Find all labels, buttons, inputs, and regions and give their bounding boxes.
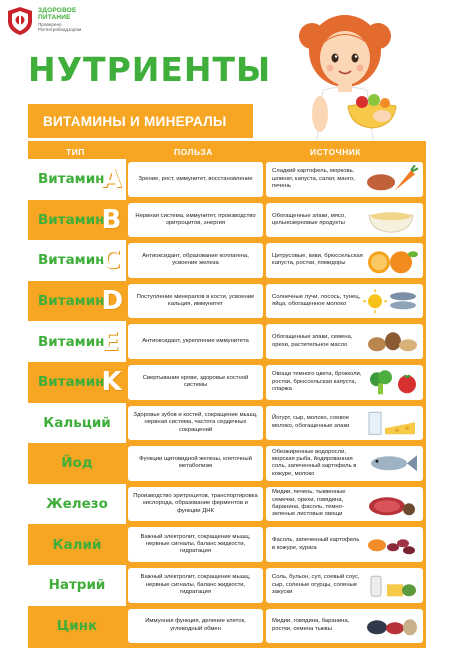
vitamin-letter: D: [101, 286, 124, 317]
cereal-bowl-icon: [363, 205, 419, 236]
mussels-icon: [363, 611, 419, 642]
source-cell: [266, 487, 423, 522]
brand-line2: ПИТАНИЕ: [38, 13, 71, 21]
section-subtitle: [28, 104, 253, 138]
sun-fish-icon: [363, 286, 419, 317]
citrus-icon: [363, 245, 419, 276]
benefit-cell: [128, 365, 263, 400]
nutrient-type: [28, 281, 126, 322]
brand-block: [38, 8, 81, 32]
subtitle-text: ВИТАМИНЫ И МИНЕРАЛЫ: [43, 113, 227, 129]
vitamin-letter: B: [101, 204, 122, 235]
source-text: Соль, бульон, суп, соевый соус, сыр, соленые огурцы, соленые закуски: [272, 574, 360, 595]
table-row: [28, 606, 426, 647]
source-cell: [266, 203, 423, 238]
source-cell: [266, 365, 423, 400]
girl-illustration: [290, 6, 410, 148]
source-text: Обогащенные злаки, семена, орехи, растительное масло: [272, 334, 353, 348]
nutrient-name: Витамин: [38, 211, 105, 228]
benefit-cell: [128, 527, 263, 562]
source-text: Мидии, говядина, баранина, ростки, семена тыквы: [272, 618, 350, 632]
fish-icon: [363, 448, 419, 479]
source-text: Солнечные лучи, лосось, тунец, яйца, обогащенное молоко: [272, 293, 361, 308]
benefit-cell: [128, 487, 263, 522]
source-cell: [266, 446, 423, 481]
source-cell: [266, 284, 423, 319]
nutrient-type: [28, 403, 126, 444]
beans-icon: [363, 529, 419, 560]
nutrient-type: [28, 362, 126, 403]
vitamin-letter: A: [101, 164, 122, 195]
column-header-source: ИСТОЧНИК: [310, 147, 362, 157]
page-title: НУТРИЕНТЫ: [28, 50, 272, 89]
salt-icon: [363, 570, 419, 601]
table-row: [28, 240, 426, 281]
benefit-text: Поступление минералов в кости, усвоение кальция, иммунитет: [136, 293, 255, 308]
nutrient-type: [28, 565, 126, 606]
vitamin-letter: C: [101, 245, 121, 276]
source-text: Сладкий картофель, морковь, шпинат, капуста, салат, манго, печень: [272, 168, 355, 189]
nutrient-name: Цинк: [56, 617, 98, 634]
nutrient-type: [28, 159, 126, 200]
benefit-text: Производство эритроцитов, транспортировка кислорода, образование ферментов и функции ДНК: [133, 492, 258, 514]
carrot-sweet-potato-icon: [363, 164, 419, 195]
benefit-text: Здоровье зубов и костей, сокращение мышц, нервная система, частота сердечных сокращений: [133, 411, 258, 433]
benefit-text: Важный электролит, сокращение мышц, нервные сигналы, баланс жидкости, гидратация: [140, 574, 251, 595]
nutrient-type: [28, 443, 126, 484]
source-cell: [266, 243, 423, 278]
brand-line4: Роспотребнадзором: [38, 26, 82, 32]
source-text: Мидии, печень, тыквенные семечки, орехи, говядина, баранина, фасоль, темно-зеленые листовые овощи: [272, 489, 346, 518]
benefit-cell: [128, 568, 263, 603]
source-cell: [266, 568, 423, 603]
brand-line1: ЗДОРОВОЕ: [38, 7, 77, 14]
table-row: [28, 524, 426, 565]
benefit-cell: [128, 284, 263, 319]
source-cell: [266, 527, 423, 562]
nutrient-type: [28, 484, 126, 525]
source-text: Обезжиренные водоросли, морская рыба, йодированная соль, запеченный картофель в кожуре, молоко: [272, 448, 357, 477]
nutrient-name: Витамин: [38, 333, 105, 350]
table-row: [28, 159, 426, 200]
broccoli-icon: [363, 367, 419, 398]
benefit-cell: [128, 243, 263, 278]
benefit-text: Антиоксидант, укрепление иммунитета: [142, 337, 249, 344]
source-text: Фасоль, запеченный картофель в кожуре, курага: [272, 537, 360, 551]
source-cell: [266, 162, 423, 197]
benefit-text: Свертывание крови, здоровье костной системы: [142, 374, 249, 389]
source-text: Йогурт, сыр, молоко, соевое молоко, обогащенные злаки: [272, 415, 350, 429]
table-row: [28, 281, 426, 322]
benefit-text: Функции щитовидной железы, клеточный метаболизм: [139, 456, 252, 470]
nuts-icon: [363, 326, 419, 357]
benefit-text: Зрение, рост, иммунитет, восстановление: [138, 175, 253, 182]
source-cell: [266, 406, 423, 441]
benefit-cell: [128, 406, 263, 441]
table-row: [28, 443, 426, 484]
benefit-cell: [128, 609, 263, 644]
vitamin-letter: K: [101, 367, 122, 398]
column-header-type: ТИП: [66, 147, 85, 157]
meat-icon: [363, 489, 419, 520]
nutrient-name: Кальций: [43, 414, 111, 431]
nutrient-type: [28, 240, 126, 281]
table-row: [28, 565, 426, 606]
benefit-text: Антиоксидант, образование коллагена, усвоение железа: [142, 253, 249, 267]
source-text: Обогащенные злаки, мясо, цельнозерновые продукты: [272, 212, 346, 226]
brand-line3: Проверено: [38, 22, 62, 27]
source-cell: [266, 609, 423, 644]
table-row: [28, 200, 426, 241]
nutrient-name: Калий: [52, 536, 102, 553]
column-header-benefit: ПОЛЬЗА: [174, 147, 213, 157]
rospotrebnadzor-logo: [6, 6, 34, 36]
nutrient-name: Витамин: [38, 252, 105, 269]
vitamin-letter: E: [101, 326, 120, 357]
benefit-text: Иммунная функция, деление клеток, углеводный обмен: [145, 618, 246, 632]
table-rows: [28, 159, 426, 646]
nutrient-name: Витамин: [38, 293, 105, 310]
table-row: [28, 321, 426, 362]
dairy-icon: [363, 408, 419, 439]
nutrient-name: Натрий: [48, 577, 106, 594]
nutrient-type: [28, 606, 126, 647]
nutrient-name: Витамин: [38, 171, 105, 188]
source-text: Овощи темного цвета, брокколи, ростки, брюссельская капуста, спаржа: [272, 371, 362, 392]
table-row: [28, 484, 426, 525]
nutrient-name: Йод: [61, 455, 93, 472]
table-row: [28, 403, 426, 444]
nutrient-type: [28, 321, 126, 362]
nutrient-name: Витамин: [38, 374, 105, 391]
benefit-cell: [128, 446, 263, 481]
source-cell: [266, 324, 423, 359]
benefit-cell: [128, 203, 263, 238]
nutrient-type: [28, 524, 126, 565]
benefit-text: Нервная система, иммунитет, производство эритроцитов, энергия: [135, 212, 256, 226]
nutrient-name: Железо: [46, 496, 108, 513]
source-text: Цитрусовые, киви, брюссельская капуста, ростки, помидоры: [272, 253, 363, 267]
nutrients-table: [28, 141, 426, 648]
benefit-text: Важный электролит, сокращение мышц, нервные сигналы, баланс жидкости, гидратация: [140, 533, 251, 555]
nutrient-type: [28, 200, 126, 241]
table-row: [28, 362, 426, 403]
benefit-cell: [128, 324, 263, 359]
benefit-cell: [128, 162, 263, 197]
